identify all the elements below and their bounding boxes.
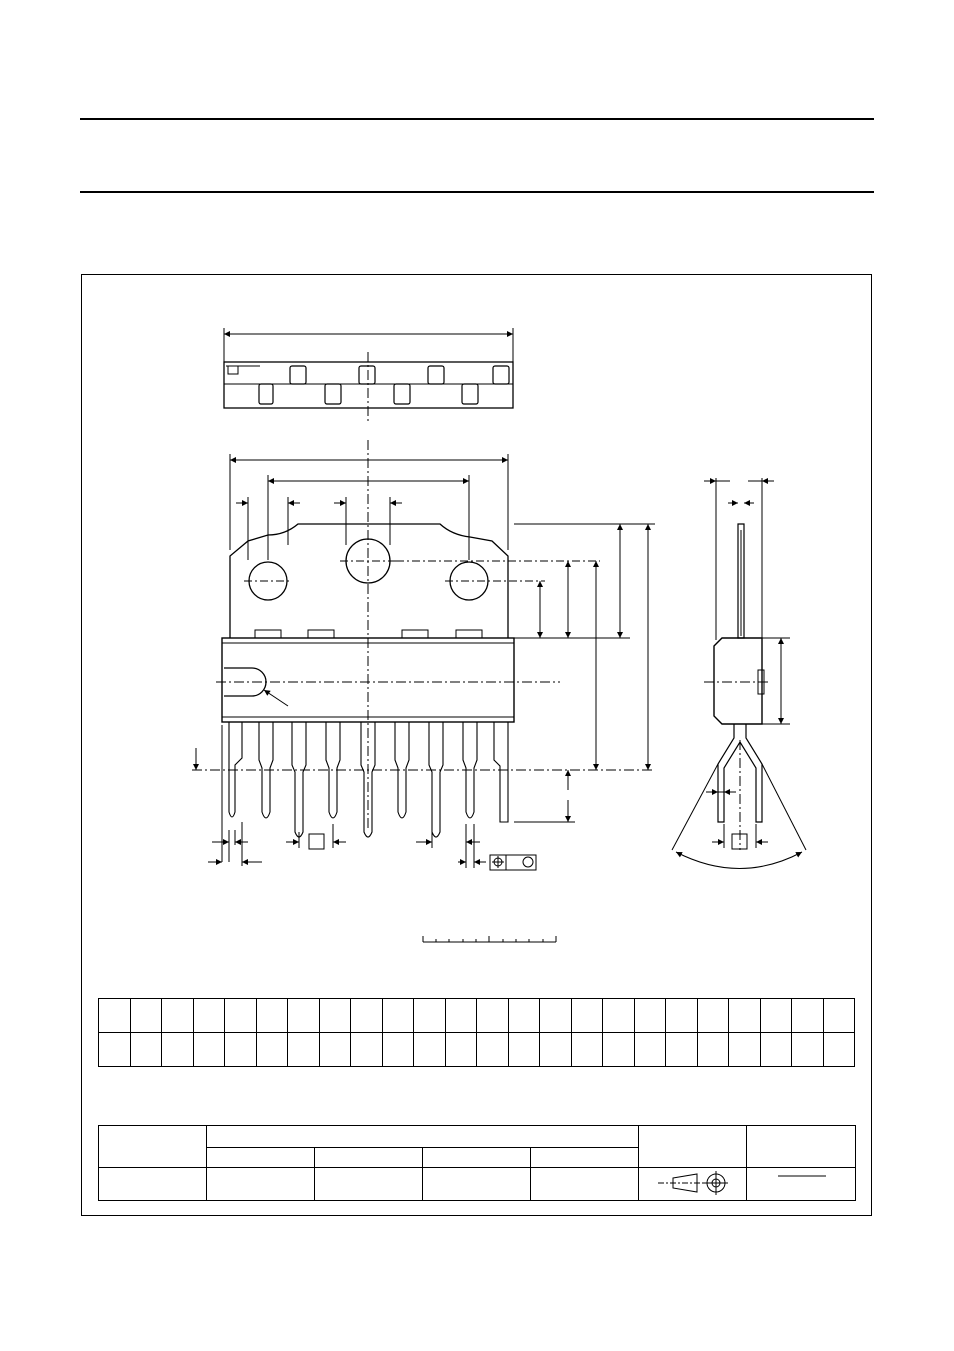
ref-eiaj-header: [423, 1148, 531, 1168]
outline-version-cell: [99, 1168, 207, 1201]
projection-cell: [639, 1168, 747, 1201]
ref-iec-header: [207, 1148, 315, 1168]
outline-version-table: [98, 1125, 856, 1201]
outline-version-header: [99, 1126, 207, 1168]
projection-header: [639, 1126, 747, 1168]
table-row: [99, 1168, 856, 1201]
ref-jedec-cell: [315, 1168, 423, 1201]
ref-extra-cell: [531, 1168, 639, 1201]
issue-date-cell: [747, 1168, 856, 1201]
table-row: [99, 999, 855, 1033]
ref-extra-header: [531, 1148, 639, 1168]
ref-iec-cell: [207, 1168, 315, 1201]
front-view: [192, 440, 655, 870]
table-row: [99, 1126, 856, 1148]
table-row: [99, 1033, 855, 1067]
references-header: [207, 1126, 639, 1148]
ref-eiaj-cell: [423, 1168, 531, 1201]
scale-bar: [423, 936, 556, 942]
ref-jedec-header: [315, 1148, 423, 1168]
dimensions-table: [98, 998, 855, 1067]
side-view: [672, 478, 806, 869]
top-view: [224, 328, 513, 424]
issue-date-header: [747, 1126, 856, 1168]
